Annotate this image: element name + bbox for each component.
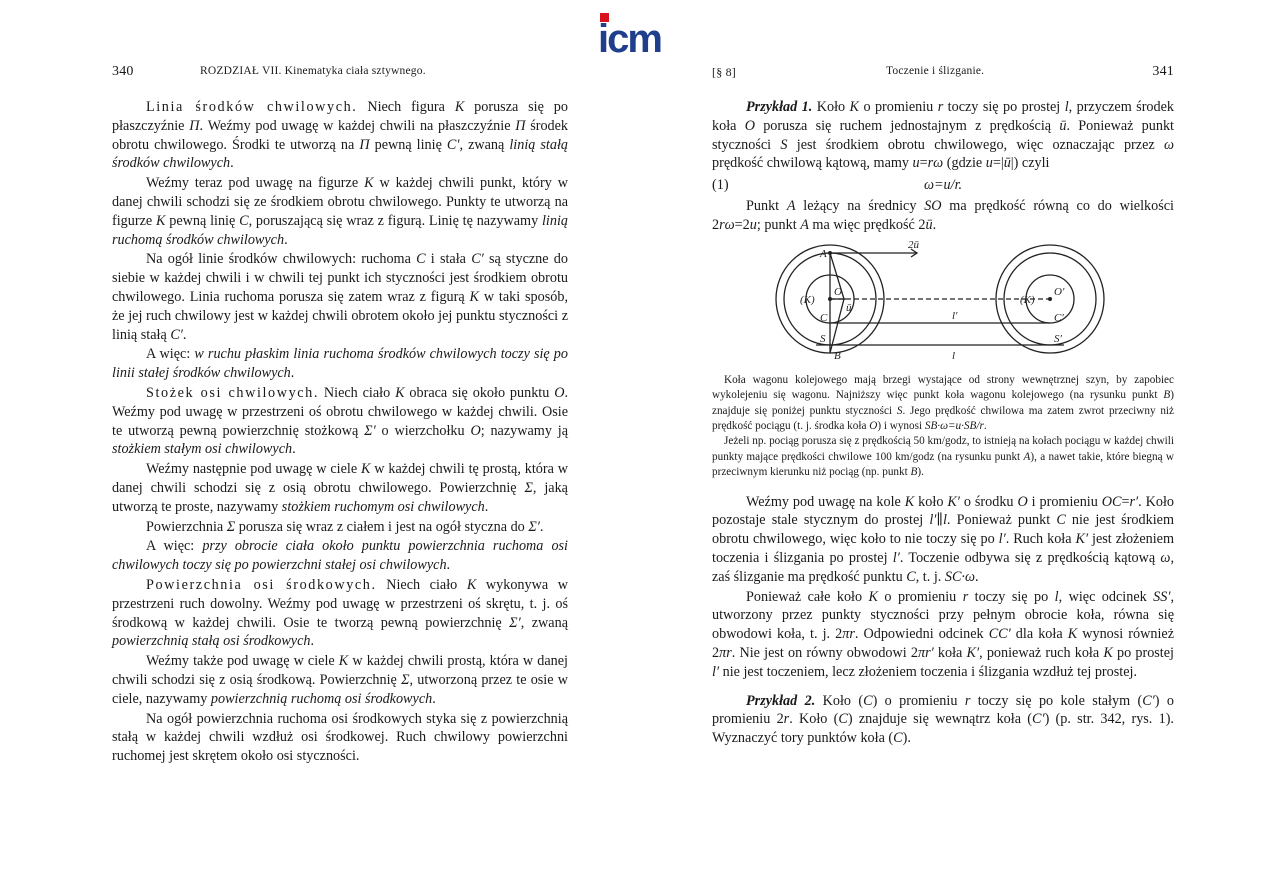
left-page-body — [112, 98, 568, 766]
text-run: . — [230, 155, 234, 172]
fig-label-l: l — [952, 349, 956, 362]
text-run: ū — [1059, 117, 1067, 134]
text-run: C — [838, 711, 848, 728]
text-run: ) o promieniu — [872, 692, 965, 709]
text-run: ) o promieniu 2 — [712, 692, 1174, 728]
text-run: πr — [842, 626, 855, 643]
paragraph — [712, 98, 1174, 173]
text-run: K — [395, 384, 405, 401]
text-run: , przyczem środek koła — [712, 99, 1175, 134]
text-run: l′ — [712, 663, 720, 680]
fig-label-O: O — [834, 285, 842, 298]
text-run: r′ — [1129, 493, 1139, 510]
text-run: . Weźmy pod uwagę w przestrzeni oś obrotu chwilowego w każdej chwili. Osie te utworzą pewną powierzchnię stożkową — [112, 384, 568, 439]
text-run: A więc: — [146, 538, 203, 555]
text-run: =| — [992, 155, 1004, 172]
text-run: C — [1056, 512, 1066, 529]
text-run: SB·ω=u·SB/r — [924, 420, 984, 432]
fig-label-B: B — [834, 349, 841, 362]
text-run: . Koło pozostaje stale stycznym do prostej — [712, 493, 1174, 529]
figure-caption — [712, 373, 1174, 435]
text-run: O — [554, 384, 565, 401]
figure-caption — [712, 434, 1174, 480]
paragraph — [112, 537, 568, 575]
text-run: leżący na średnicy — [795, 198, 925, 215]
text-run: O — [470, 422, 481, 439]
paragraph — [712, 588, 1174, 682]
text-run: Σ′ — [509, 614, 521, 631]
paragraph — [112, 576, 568, 651]
text-run: K — [155, 212, 166, 229]
text-run: . — [284, 231, 288, 248]
text-run: toczy się po — [968, 588, 1055, 605]
text-run: . — [432, 690, 436, 707]
text-run: . — [290, 365, 295, 382]
text-run: toczy się po kole stałym ( — [970, 692, 1143, 709]
paragraph — [112, 652, 568, 708]
text-run: Π — [359, 136, 370, 153]
text-run: Ponieważ całe koło — [746, 588, 869, 605]
text-run: ω — [1163, 136, 1174, 153]
text-run: , zaś ślizganie ma prędkość punktu — [712, 550, 1174, 585]
text-run: O — [1017, 493, 1028, 510]
text-run: ) (p. str. 342, rys. 1). Wyznaczyć tory punktów koła ( — [712, 711, 1174, 747]
text-run: , więc odcinek — [1058, 588, 1154, 605]
text-run: l′ — [998, 531, 1006, 548]
text-run: C′ — [1031, 711, 1045, 728]
text-run: =2 — [734, 216, 750, 233]
text-run: jest środkiem obrotu chwilowego, więc oznaczając przez — [787, 136, 1164, 153]
text-run: Π — [515, 117, 526, 134]
paragraph — [112, 250, 568, 344]
text-run: SO — [924, 198, 942, 215]
text-run: w każdej chwili punkt, który w danej chwili schodzi się ze środkiem obrotu chwilowego. Punkty te utworzą na figurze — [112, 175, 568, 229]
text-run: w każdej chwili prostą, która w danej chwili schodzi się z osią środkową. Powierzchnię — [112, 653, 568, 688]
text-run: dla koła — [1010, 626, 1068, 643]
text-run: |) czyli — [1010, 155, 1050, 172]
text-run: πr — [719, 645, 732, 661]
text-run: ma prędkość równą co do wielkości 2 — [712, 198, 1174, 233]
text-run: porusza się po płaszczyźnie — [112, 99, 568, 134]
text-run: OC — [1101, 493, 1122, 510]
text-run: Na ogół linie środków chwilowych: ruchoma — [146, 251, 417, 268]
text-run: . — [446, 557, 451, 574]
text-run: stożkiem stałym osi chwilowych — [112, 441, 293, 458]
text-run: u — [985, 155, 993, 172]
text-run: Σ′ — [528, 518, 540, 535]
text-run: l′ — [892, 550, 900, 567]
point-A — [828, 251, 832, 255]
text-run: Weźmy następnie pod uwagę w ciele — [146, 461, 361, 478]
text-run: o wierzchołku — [375, 422, 471, 439]
text-run: Π — [189, 117, 200, 134]
right-section-mark: [§ 8] — [712, 65, 736, 79]
text-run: r — [783, 711, 790, 728]
text-run: O — [744, 117, 755, 134]
logo-text: icm — [598, 17, 661, 56]
text-run: C — [239, 212, 249, 229]
fig-label-K-left: (K) — [800, 293, 815, 306]
text-run: ), a nawet takie, które biegną w przeciwnym kierunku niż pociąg (np. punkt — [712, 450, 1174, 479]
text-run: porusza się wraz z ciałem i jest na ogół styczna do — [235, 518, 529, 535]
text-run: l′ — [929, 512, 937, 529]
text-run: wynosi również 2 — [712, 626, 1174, 661]
text-run: koło — [914, 493, 948, 510]
text-run: K — [466, 576, 477, 593]
text-run: = — [1121, 493, 1130, 510]
fig-label-C-prime: C′ — [1054, 311, 1064, 324]
text-run: rω — [927, 155, 944, 172]
text-run: , jaką utworzą te proste, nazywamy — [112, 479, 568, 515]
paragraph — [712, 692, 1174, 748]
text-run: K — [364, 175, 374, 192]
text-run: . Ponieważ punkt — [946, 512, 1057, 529]
text-run: . Odpowiedni odcinek — [854, 626, 989, 643]
text-run: o promieniu — [877, 588, 963, 605]
text-run: ). — [902, 730, 911, 747]
text-run: Σ — [524, 479, 533, 496]
equation — [712, 173, 1174, 197]
text-run: . Ponieważ punkt styczności — [712, 117, 1174, 153]
text-run: o promieniu — [859, 99, 938, 115]
text-run: C′ — [471, 251, 484, 268]
text-run: , utworzony przez punkty styczności przy pełnym obrocie koła, równa się obwodowi koła, t. j. 2 — [712, 588, 1174, 643]
right-running-head — [712, 62, 1174, 84]
text-run: B — [910, 466, 918, 479]
text-run: nie jest środkiem obrotu chwilowego, więc koło to nie toczy się po — [712, 512, 1174, 548]
text-run: . Koło ( — [789, 711, 839, 728]
left-page — [112, 62, 568, 766]
right-page-body — [712, 98, 1174, 748]
text-run: (gdzie — [943, 155, 986, 172]
section-heading: Przykład 2. — [746, 692, 816, 709]
text-run: . — [484, 498, 489, 515]
text-run: K — [868, 588, 878, 605]
right-page-number: 341 — [1152, 64, 1174, 79]
paragraph — [112, 384, 568, 459]
text-run: πr′ — [917, 645, 934, 661]
paragraph — [112, 345, 568, 383]
text-run: Weźmy także pod uwagę w ciele — [146, 653, 339, 670]
text-run: Koło — [812, 99, 850, 115]
text-run: są styczne do siebie w każdej chwili i w chwili tej punkt ich styczności jest środkiem obrotu chwilowego. Linia ruchoma porusza się zatem wraz z figurą — [112, 251, 568, 305]
text-run: l — [1064, 99, 1069, 115]
text-run: porusza się ruchem jednostajnym z prędkością — [754, 117, 1060, 134]
text-run: Punkt — [746, 198, 787, 215]
text-run: koła — [933, 645, 967, 661]
text-run: K′ — [966, 645, 980, 661]
text-run: i stała — [425, 251, 472, 268]
text-run: u — [912, 155, 920, 172]
text-run: C — [893, 730, 903, 747]
text-run: Weźmy teraz pod uwagę na figurze — [146, 175, 365, 192]
text-run: Niech figura — [357, 99, 455, 115]
text-run: . Toczenie odbywa się z prędkością kątową — [899, 550, 1161, 567]
text-run: . — [539, 518, 544, 535]
text-run: środek obrotu chwilowego. Środki te utworzą na — [112, 117, 569, 153]
text-run: C — [863, 692, 873, 709]
text-run: r — [937, 99, 944, 115]
wheel-figure — [712, 241, 1174, 365]
equation-body: ω=u/r. — [923, 177, 963, 194]
paragraph — [112, 98, 568, 173]
point-O — [828, 297, 832, 301]
point-O-prime — [1048, 297, 1052, 301]
text-run: pewną linię — [369, 136, 447, 153]
text-run: K — [338, 653, 349, 670]
text-run: . Ruch koła — [1005, 531, 1076, 548]
text-run: ) i wynosi — [877, 420, 925, 432]
text-run: ma więc prędkość 2 — [808, 216, 926, 233]
text-run: Powierzchnia — [146, 518, 227, 535]
text-run: CC′ — [988, 626, 1011, 643]
text-run: w ruchu płaskim linia ruchoma środków chwilowych toczy się po linii stałej środków chwilowych — [112, 346, 568, 382]
text-run: Σ — [401, 671, 410, 688]
text-run: Koło ( — [815, 692, 864, 709]
text-run: . — [932, 216, 937, 233]
text-run: K — [454, 99, 465, 115]
text-run: w taki sposób, że jej ruch chwilowy jest w każdej chwili obrotem około jej punktu styczności z linią stałą — [112, 288, 568, 343]
text-run: . — [983, 420, 987, 432]
text-run: A — [800, 216, 809, 233]
text-run: Koła wagonu kolejowego mają brzegi wystające od strony wewnętrznej szyn, by zapobiec wykolejeniu się wagonu. Najniższy więc punkt koła wagonu kolejowego (na rysunku punkt — [712, 373, 1174, 402]
text-run: prędkość chwilową kątową, mamy — [712, 155, 913, 172]
text-run: . — [182, 326, 187, 343]
paragraph — [112, 460, 568, 516]
text-run: przy obrocie ciała około punktu powierzchnia ruchoma osi chwilowych toczy się po powierzchni stałej osi chwilowych — [112, 538, 568, 574]
text-run: powierzchnią ruchomą osi środkowych — [210, 690, 433, 707]
text-run: . Nie jest on równy obwodowi 2 — [731, 645, 918, 661]
right-running-title: Toczenie i ślizganie. — [886, 65, 985, 77]
text-run: linią stałą środków chwilowych — [112, 136, 569, 172]
section-heading: Powierzchnia osi środkowych. — [146, 576, 377, 593]
fig-label-S-prime: S′ — [1054, 332, 1062, 345]
text-run: K — [904, 493, 915, 510]
text-run: Σ — [226, 518, 236, 535]
fig-label-C: C — [820, 311, 828, 324]
paragraph — [112, 518, 568, 537]
text-run: ) znajduje się wewnątrz koła ( — [847, 711, 1032, 728]
fig-label-u: ū — [846, 301, 852, 314]
text-run: . Weźmy pod uwagę w każdej chwili na płaszczyźnie — [199, 117, 516, 134]
text-run: r — [962, 588, 969, 605]
equation-number: (1) — [712, 177, 729, 194]
text-run: i promieniu — [1027, 493, 1102, 510]
text-run: , poruszającą się wraz z figurą. Linię tę nazywamy — [248, 212, 542, 229]
text-run: nie jest toczeniem, lecz złożeniem toczenia i ślizgania wzdłuż tej prostej. — [719, 663, 1138, 680]
text-run: , utworzoną przez te osie w ciele, nazywamy — [112, 671, 568, 707]
text-run: C′ — [446, 136, 460, 153]
text-run: ; punkt — [756, 216, 801, 233]
fig-label-l-prime: l′ — [952, 309, 958, 322]
section-heading: Stożek osi chwilowych. — [146, 384, 320, 401]
text-run: ; nazywamy ją — [480, 422, 568, 439]
text-run: K′ — [1075, 531, 1089, 548]
fig-label-K-right: (K) — [1020, 293, 1035, 306]
text-run: S — [896, 404, 903, 417]
text-run: u — [749, 216, 757, 233]
section-heading: Linia środków chwilowych. — [146, 99, 358, 115]
text-run: Weźmy pod uwagę na kole — [746, 493, 905, 510]
text-run: po prostej — [1112, 645, 1174, 661]
text-run: , zwaną — [459, 136, 510, 153]
text-run: ū — [925, 216, 933, 233]
text-run: C′ — [1142, 692, 1155, 709]
text-run: ). — [917, 466, 924, 479]
section-heading: Przykład 1. — [746, 99, 813, 115]
text-run: , t. j. — [915, 568, 945, 585]
text-run: C′ — [170, 326, 183, 343]
text-run: , ponieważ ruch koła — [979, 645, 1104, 661]
text-run: . Jego prędkość chwilowa ma zatem zwrot przeciwny niż prędkość pociągu (t. j. środka koła — [712, 404, 1174, 432]
text-run: toczy się po prostej — [943, 99, 1065, 115]
text-run: powierzchnią stałą osi środkowych — [112, 633, 311, 650]
text-run: obraca się około punktu — [404, 384, 555, 401]
text-run: ω — [1160, 550, 1171, 567]
text-run: ) znajduje się poniżej punktu styczności — [712, 389, 1174, 417]
text-run: K — [469, 288, 479, 305]
text-run: w każdej chwili tę prostą, która w danej chwili schodzi się z osią obrotu chwilowego. Powierzchnię — [112, 461, 568, 496]
text-run: stożkiem ruchomym osi chwilowych — [281, 498, 485, 515]
text-run: SS′ — [1153, 588, 1171, 605]
text-run: jest złożeniem toczenia i ślizgania po prostej — [712, 531, 1174, 567]
text-run: pewną linię — [165, 212, 240, 229]
text-run: A — [786, 198, 796, 215]
text-run: K — [1103, 645, 1113, 661]
fig-label-O-prime: O′ — [1054, 285, 1065, 298]
text-run: Na ogół powierzchnia ruchoma osi środkowych styka się z powierzchnią stałą w każdej chwili wzdłuż osi środkowej. Ruch chwilowy powierzchni ruchomej jest skrętem około osi styczności. — [112, 710, 568, 765]
left-running-head — [112, 62, 568, 84]
text-run: Jeżeli np. pociąg porusza się z prędkością 50 km/godz, to istnieją na kołach pociągu w każdej chwili punkty mające prędkości chwilowe 100 km/godz (na rysunku punkt — [712, 435, 1174, 463]
text-run: A więc: — [146, 346, 195, 363]
text-run: . — [975, 568, 979, 585]
fig-label-S: S — [820, 332, 826, 345]
text-run: O — [869, 420, 878, 432]
text-run: ∥ — [936, 512, 943, 529]
text-run: . — [310, 633, 315, 650]
text-run: . — [292, 441, 296, 458]
text-run: K — [1067, 626, 1078, 643]
text-run: S — [780, 136, 788, 153]
text-run: ū — [1003, 155, 1011, 172]
paragraph — [712, 197, 1174, 235]
text-run: = — [919, 155, 928, 172]
text-run: C — [416, 251, 426, 268]
icm-logo — [596, 10, 678, 56]
text-run: K′ — [947, 493, 960, 510]
text-run: Niech ciało — [319, 384, 396, 401]
text-run: C — [906, 568, 916, 585]
paragraph — [112, 174, 568, 249]
text-run: B — [1163, 389, 1171, 402]
fig-label-2u: 2ū — [908, 240, 919, 251]
left-running-title: ROZDZIAŁ VII. Kinematyka ciała sztywnego. — [200, 65, 426, 77]
text-run: linią ruchomą środków chwilowych — [112, 212, 568, 248]
text-run: rω — [719, 216, 735, 233]
text-run: r — [964, 692, 971, 709]
text-run: Σ′ — [364, 422, 376, 439]
right-page — [712, 62, 1174, 748]
text-run: l — [1054, 588, 1059, 605]
left-page-number: 340 — [112, 64, 134, 79]
text-run: Niech ciało — [376, 576, 467, 593]
text-run: l — [942, 512, 947, 529]
text-run: K — [849, 99, 860, 115]
paragraph — [712, 493, 1174, 587]
text-run: o środku — [959, 493, 1018, 510]
text-run: wykonywa w przestrzeni ruch dowolny. Weźmy pod uwagę w przestrzeni oś skrętu, t. j. oś środkową w każdej chwili. Osie te tworzą pewną powierzchnię — [112, 576, 568, 631]
text-run: SC·ω — [944, 568, 975, 585]
text-run: A — [1023, 450, 1031, 463]
text-run: K — [360, 461, 371, 478]
paragraph — [112, 710, 568, 766]
fig-label-A: A — [820, 247, 827, 260]
text-run: , zwaną — [520, 614, 568, 631]
